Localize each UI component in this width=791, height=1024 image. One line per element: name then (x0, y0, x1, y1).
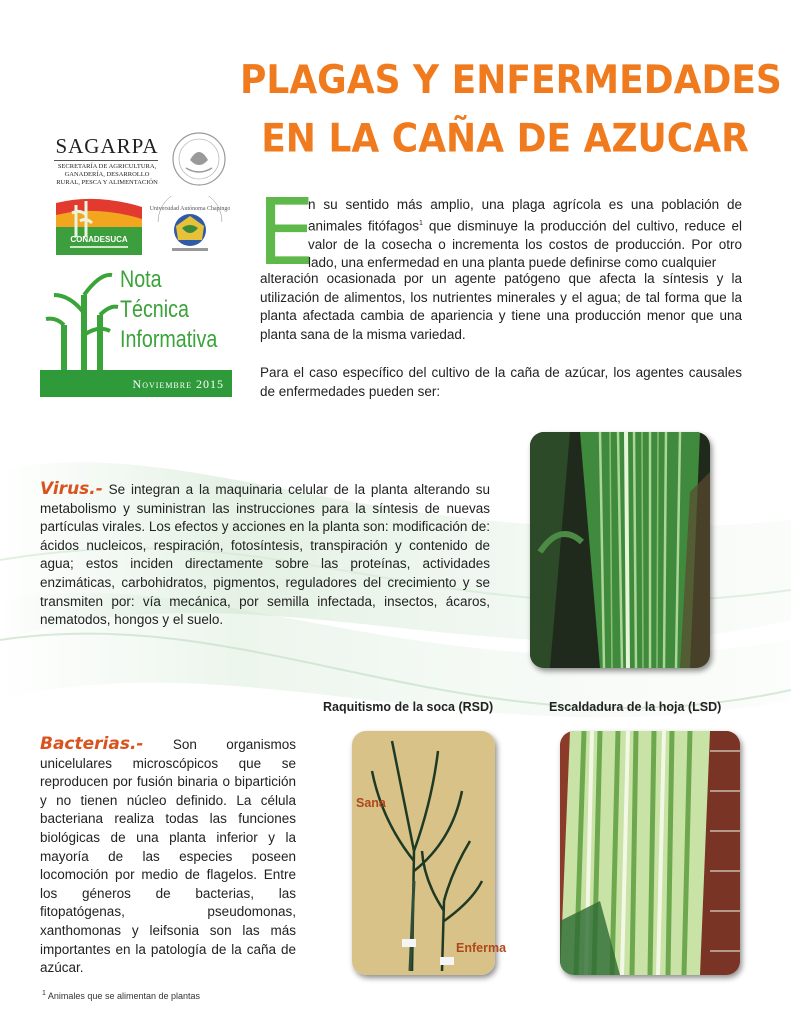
intro-paragraph-continuation: alteración ocasionada por un agente patógeno que afecta la síntesis y la utilización de alimentos, los nutrientes minerales y el agua; de tal forma que la planta afectada cambia de apariencia y tiene una producción menor que una planta sana de la misma variedad. (260, 271, 742, 342)
sagarpa-logo (52, 130, 242, 190)
label-healthy: Sana (356, 796, 386, 810)
bacterias-text: Son organismos unicelulares microscópicos que se reproducen por fusión binaria o bipartición y no tienen núcleo definido. La célula bacteriana realiza todas las funciones biológicas de una planta inferior y la mayoría de las especies poseen locomoción por medio de flagelos. Entre los géneros de bacterias, las fitopatógenas, pseudomonas, xanthomonas y leifsonia son las más importantes en la patología de la caña de azúcar. (40, 737, 296, 976)
intro-paragraph-second: Para el caso específico del cultivo de la caña de azúcar, los agentes causales de enfermedades pueden ser: (260, 365, 742, 399)
bacterias-heading: Bacterias.- (40, 734, 144, 754)
virus-text: Se integran a la maquinaria celular de la planta alterando su metabolismo y suministran las instrucciones para la síntesis de nuevas partículas virales. Los efectos y acciones en la planta son: modificación de: ácidos nucleicos, respiración, fotosíntesis, transpiración y contenido de agua; estos inciden directamente sobre las proteínas, actividades enzimáticas, carbohidratos, pigmentos, reguladores del crecimiento y se transmiten por: vía mecánica, por semilla infectada, insectos, ácaros, nematodos, hongos y el suelo. (40, 482, 490, 628)
virus-leaf-photo (530, 432, 710, 668)
chapingo-logo (150, 196, 230, 258)
rsd-plants-photo (352, 731, 495, 975)
drop-cap: E (257, 179, 316, 286)
intro-lead-rest: que disminuye la producción del cultivo, reduce el valor de la cosecha o incrementa los costos de producción. Por otro lado, una enfermedad en una planta puede definirse como cualquier (308, 218, 742, 271)
university-name: Universidad Autónoma Chapingo (150, 206, 230, 212)
caption-rsd: Raquitismo de la soca (RSD) (323, 700, 494, 714)
divider (54, 160, 158, 161)
intro-paragraph-lead (308, 196, 742, 273)
bacterias-section (40, 735, 296, 978)
nota-line-2: Técnica (120, 296, 189, 323)
sagarpa-subtitle: SECRETARÍA DE AGRICULTURA, GANADERÍA, DESARROLLO RURAL, PESCA Y ALIMENTACIÓN (56, 163, 158, 186)
nota-line-3: Informativa (120, 326, 218, 353)
footnote-mark: 1 (42, 990, 46, 997)
intro-lead: n su sentido más amplio, una plaga agrícola es una población de animales fitófagos (308, 197, 742, 234)
sagarpa-name: SAGARPA (55, 134, 159, 158)
lsd-leaf-photo (560, 731, 740, 975)
page-title (240, 52, 782, 169)
nota-date-bar (40, 370, 232, 397)
nota-title (120, 265, 217, 355)
publication-date: Noviembre 2015 (132, 377, 224, 391)
sugarcane-icon (40, 265, 120, 373)
virus-section (40, 480, 490, 630)
conadesuca-logo (56, 197, 142, 255)
label-sick: Enferma (456, 941, 507, 955)
conadesuca-label: CONADESUCA (70, 235, 128, 244)
footnote-marker: 1 (419, 219, 423, 227)
nota-tecnica-badge (40, 265, 232, 397)
title-line-2: EN LA CAÑA DE AZUCAR (261, 116, 749, 162)
title-line-1: PLAGAS Y ENFERMEDADES (240, 58, 782, 103)
footnote-text: Animales que se alimentan de plantas (45, 991, 201, 1001)
virus-heading: Virus.- (40, 479, 103, 499)
caption-lsd: Escaldadura de la hoja (LSD) (549, 700, 722, 714)
mexico-seal-icon (170, 130, 228, 188)
footnote (42, 990, 200, 1001)
nota-line-1: Nota (120, 266, 162, 293)
